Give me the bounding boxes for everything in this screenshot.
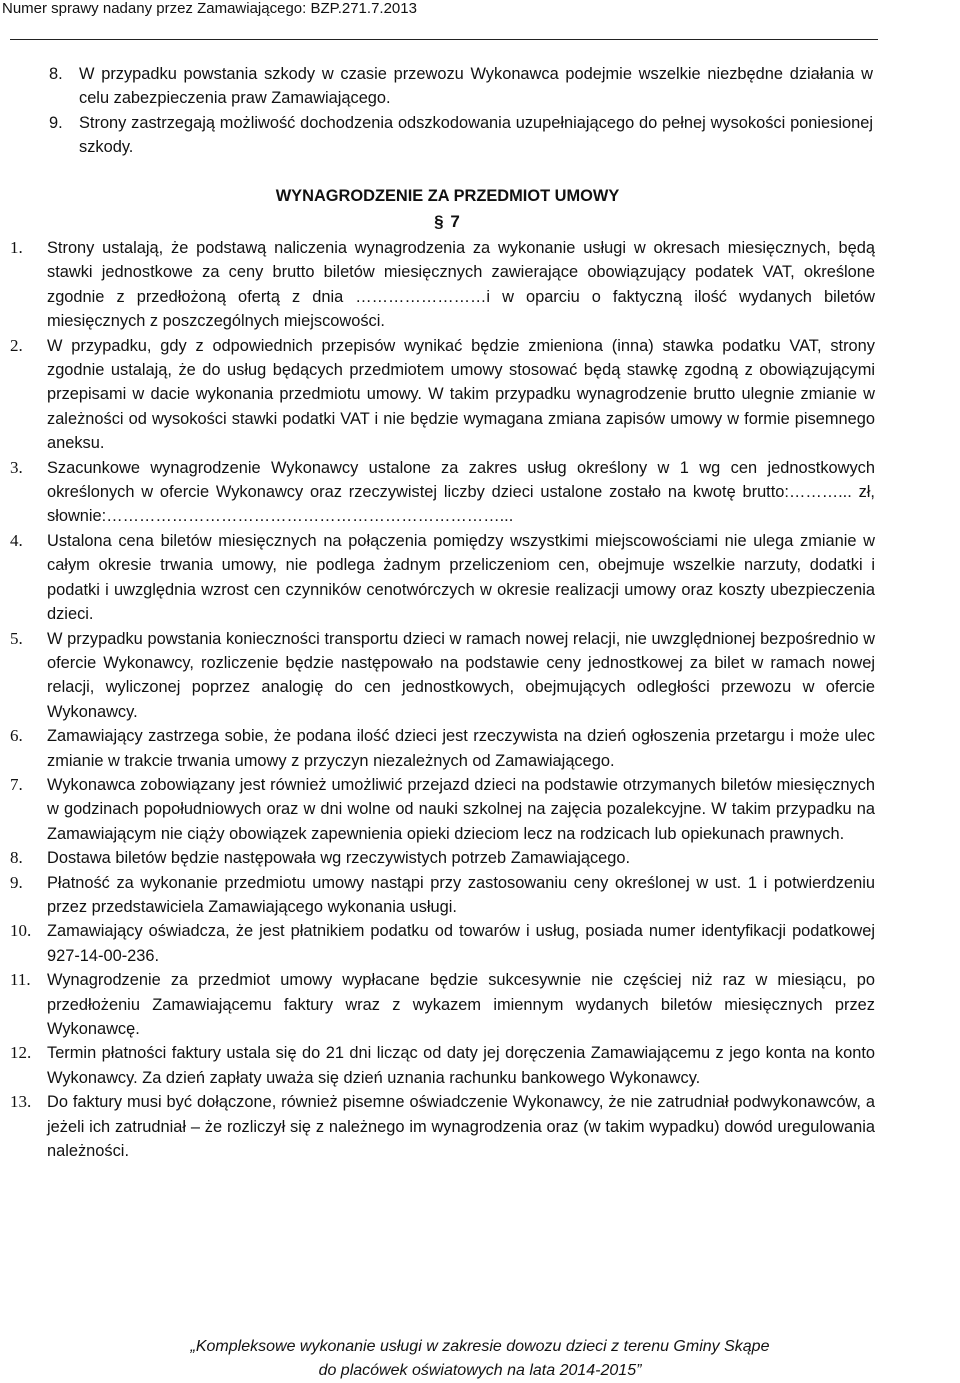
list-item <box>10 846 875 870</box>
footer-line: „Kompleksowe wykonanie usługi w zakresie dowozu dzieci z terenu Gminy Skąpe <box>190 1338 770 1355</box>
item-text: Zamawiający oświadcza, że jest płatnikiem podatku od towarów i usług, posiada numer identyfikacji podatkowej 927-14-00-236. <box>47 922 875 965</box>
item-number: 7. <box>10 774 23 794</box>
list-item <box>10 773 875 846</box>
item-number: 8. <box>10 848 23 868</box>
list-item <box>10 871 875 920</box>
item-text: Ustalona cena biletów miesięcznych na połączenia pomiędzy wszystkimi miejscowościami nie ulega zmianie w całym okresie trwania umowy, nie podlega żadnym przeliczeniom cen, obejmuje wszelkie narzuty, dodatki i podatki i uwzględnia wzrost cen czynników cenotwórczych w okresie realizacji umowy oraz koszty ubezpieczenia dzieci. <box>47 531 875 624</box>
item-text: Płatność za wykonanie przedmiotu umowy nastąpi przy zastosowaniu ceny określonej w ust. 1 i potwierdzeniu przez przedstawiciela Zamawiającego wykonania usługi. <box>47 873 875 916</box>
item-number: 3. <box>10 457 23 477</box>
item-text: Wykonawca zobowiązany jest również umożliwić przejazd dzieci na podstawie otrzymanych biletów miesięcznych w godzinach popołudniowych oraz w dni wolne od nauki szkolnej na zajęcia pozalekcyjne. W takim przypadku na Zamawiającym nie ciąży obowiązek zapewnienia opieki dzieciom lecz na rodzicach lub opiekunach prawnych. <box>47 775 875 843</box>
numbered-list <box>10 236 875 1163</box>
item-number: 13. <box>10 1092 32 1112</box>
list-item <box>10 724 875 773</box>
list-item <box>49 111 873 160</box>
item-text: Termin płatności faktury ustala się do 21 dni licząc od daty jej doręczenia Zamawiającemu z jego konta na konto Wykonawcy. Za dzień zapłaty uważa się dzień uznania rachunku bankowego Wykonawcy. <box>47 1044 875 1087</box>
list-item <box>10 1090 875 1163</box>
item-text: Do faktury musi być dołączone, również pisemne oświadczenie Wykonawcy, że nie zatrudniał podwykonawców, a jeżeli ich zatrudniał – że rozliczył się z należnego im wynagrodzenia oraz (w takim wypadku) dowód uregulowania należności. <box>47 1093 875 1161</box>
document-header: Numer sprawy nadany przez Zamawiającego: BZP.271.7.2013 <box>2 0 417 17</box>
item-number: 1. <box>10 238 23 257</box>
item-text: Dostawa biletów będzie następowała wg rzeczywistych potrzeb Zamawiającego. <box>47 849 631 868</box>
item-number: 11. <box>10 970 31 990</box>
list-item <box>10 529 875 627</box>
item-number: 9. <box>49 113 63 132</box>
item-text: Strony ustalają, że podstawą naliczenia wynagrodzenia za wykonanie usługi w okresach miesięcznych, będą stawki jednostkowe za ceny brutto biletów miesięcznych zawierające obowiązujący podatek VAT, określone zgodnie z przedłożoną ofertą z dnia ……………………i w oparciu o faktyczną ilość wydanych biletów miesięcznych z poszczególnych miejscowości. <box>47 239 875 331</box>
list-item <box>49 62 873 111</box>
section-title: WYNAGRODZENIE ZA PRZEDMIOT UMOWY <box>275 187 620 205</box>
list-item <box>10 236 875 334</box>
list-item <box>10 919 875 968</box>
header-divider <box>10 39 878 40</box>
list-item <box>10 627 875 725</box>
item-number: 9. <box>10 872 23 892</box>
list-item <box>10 1041 875 1090</box>
item-number: 10. <box>10 921 32 941</box>
item-number: 6. <box>10 726 23 746</box>
item-text: Zamawiający zastrzega sobie, że podana ilość dzieci jest rzeczywista na dzień ogłoszenia przetargu i może ulec zmianie w trakcie trwania umowy z przyczyn niezależnych od Zamawiającego. <box>47 727 875 770</box>
item-text: Szacunkowe wynagrodzenie Wykonawcy ustalone za zakres usług określony w 1 wg cen jednostkowych określonych w ofercie Wykonawcy oraz rzeczywistej liczby dzieci ustalone zostało na kwotę brutto:………... zł, słownie:………………………………………………………………... <box>47 458 875 526</box>
list-item <box>10 334 875 456</box>
item-number: 12. <box>10 1043 32 1063</box>
paragraph-sign: § 7 <box>434 212 461 231</box>
continued-list <box>49 62 873 160</box>
document-footer <box>0 1335 960 1383</box>
list-item <box>10 968 875 1041</box>
list-item <box>10 456 875 529</box>
item-text: Strony zastrzegają możliwość dochodzenia odszkodowania uzupełniającego do pełnej wysokości poniesionej szkody. <box>79 113 873 157</box>
item-text: Wynagrodzenie za przedmiot umowy wypłacane będzie sukcesywnie nie częściej niż raz w miesiącu, po przedłożeniu Zamawiającemu faktury wraz z wykazem imiennym wydanych biletów miesięcznych przez Wykonawcę. <box>47 971 875 1038</box>
item-number: 5. <box>10 628 23 648</box>
item-number: 8. <box>49 65 63 83</box>
item-number: 4. <box>10 530 23 550</box>
item-text: W przypadku powstania konieczności transportu dzieci w ramach nowej relacji, nie uwzględnionej bezpośrednio w ofercie Wykonawcy, rozliczenie będzie następowało na podstawie ceny jednostkowej za bilet w ramach nowej relacji, wyliczonej poprzez analogię do cen jednostkowych, obejmujących odległości przewozu w ofercie Wykonawcy. <box>47 629 875 721</box>
footer-line: do placówek oświatowych na lata 2014-2015” <box>318 1362 642 1379</box>
item-text: W przypadku powstania szkody w czasie przewozu Wykonawca podejmie wszelkie niezbędne działania w celu zabezpieczenia praw Zamawiającego. <box>79 65 873 108</box>
item-number: 2. <box>10 335 23 355</box>
item-text: W przypadku, gdy z odpowiednich przepisów wynikać będzie zmieniona (inna) stawka podatku VAT, strony zgodnie ustalają, że do usług będących przedmiotem umowy stosować będą stawkę zgodną z obowiązującymi przepisami w dacie wykonania przedmiotu umowy. W takim przypadku wynagrodzenie brutto ulegnie zmianie w zależności od wysokości stawki podatki VAT i nie będzie wymagana zmiana zapisów umowy w formie pisemnego aneksu. <box>47 336 875 453</box>
